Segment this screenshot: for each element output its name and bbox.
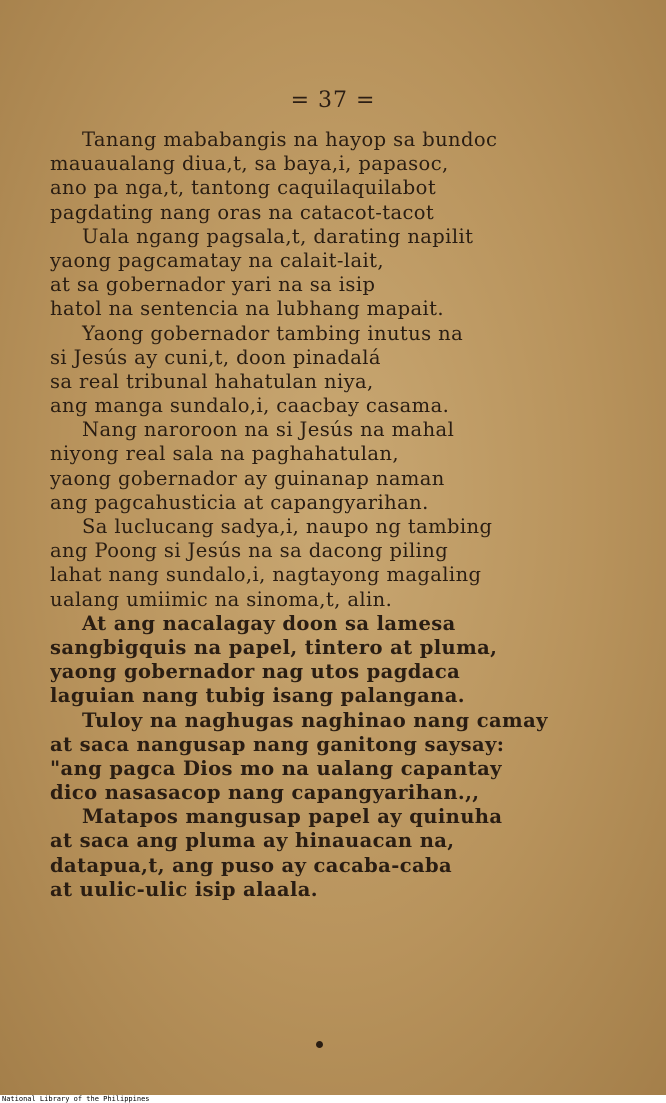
text-line: "ang pagca Dios mo na ualang capantay	[50, 756, 502, 780]
text-line: pagdating nang oras na catacot-tacot	[50, 200, 435, 224]
text-line: yaong pagcamatay na calait-lait,	[50, 248, 384, 272]
text-line: niyong real sala na paghahatulan,	[50, 442, 399, 466]
text-line: sangbigquis na papel, tintero at pluma,	[50, 635, 498, 659]
text-line: ano pa nga,t, tantong caquilaquilabot	[50, 176, 437, 200]
text-line: ualang umiimic na sinoma,t, alin.	[50, 587, 393, 611]
text-line: si Jesús ay cuni,t, doon pinadalá	[50, 345, 381, 369]
page-number: = 37 =	[290, 88, 376, 113]
text-line: at saca nangusap nang ganitong saysay:	[50, 732, 505, 756]
bullet-mark	[316, 1041, 323, 1048]
text-line: Matapos mangusap papel ay quinuha	[82, 805, 503, 829]
text-line: hatol na sentencia na lubhang mapait.	[50, 297, 444, 321]
text-line: yaong gobernador nag utos pagdaca	[50, 660, 461, 684]
text-line: At ang nacalagay doon sa lamesa	[82, 611, 456, 635]
text-line: Uala ngang pagsala,t, darating napilit	[82, 224, 474, 248]
text-line: Nang naroroon na si Jesús na mahal	[82, 418, 455, 442]
text-line: dico nasasacop nang capangyarihan.,,	[50, 781, 480, 805]
text-line: sa real tribunal hahatulan niya,	[50, 369, 374, 393]
text-line: at sa gobernador yari na sa isip	[50, 273, 376, 297]
text-line: datapua,t, ang puso ay cacaba-caba	[50, 853, 453, 877]
text-line: at uulic-ulic isip alaala.	[50, 877, 318, 901]
text-line: lahat nang sundalo,i, nagtayong magaling	[50, 563, 482, 587]
text-line: ang manga sundalo,i, caacbay casama.	[50, 394, 450, 418]
text-line: Yaong gobernador tambing inutus na	[82, 321, 464, 345]
text-line: Sa luclucang sadya,i, naupo ng tambing	[82, 515, 493, 538]
text-line: mauaualang diua,t, sa baya,i, papasoc,	[50, 152, 449, 176]
poem-text	[50, 128, 630, 902]
text-line: yaong gobernador ay guinanap naman	[50, 466, 445, 490]
text-line: Tanang mababangis na hayop sa bundoc	[82, 128, 498, 151]
footer-credit: National Library of the Philippines	[2, 1095, 150, 1103]
text-line: ang pagcahusticia at capangyarihan.	[50, 490, 429, 514]
text-line: Tuloy na naghugas naghinao nang camay	[82, 708, 548, 732]
text-line: ang Poong si Jesús na sa dacong piling	[50, 539, 449, 563]
text-line: at saca ang pluma ay hinauacan na,	[50, 829, 455, 853]
text-line: laguian nang tubig isang palangana.	[50, 684, 465, 708]
